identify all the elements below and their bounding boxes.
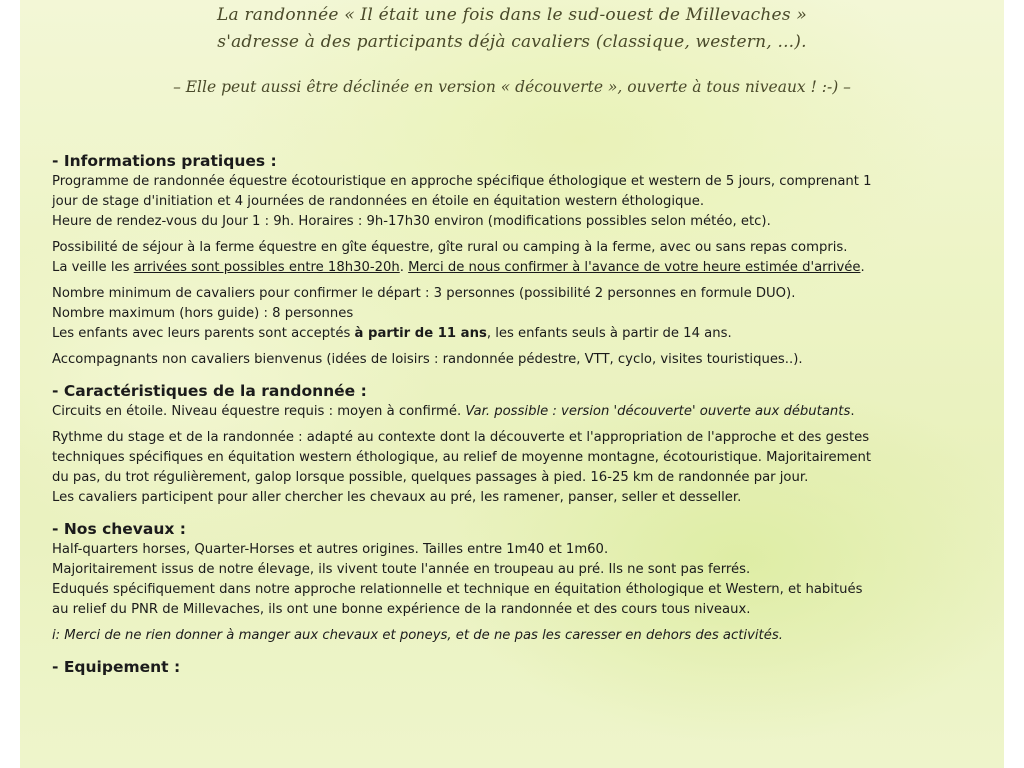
intro-block xyxy=(20,2,1004,99)
infos-p4-end: . xyxy=(860,260,865,275)
carac-paragraph-2c: du pas, du trot régulièrement, galop lorsque possible, quelques passages à pied. 16-25 km de randonnée par jour. xyxy=(52,470,809,485)
section-title-infos: - Informations pratiques : xyxy=(52,152,277,170)
section-title-caracteristiques: - Caractéristiques de la randonnée : xyxy=(52,382,367,400)
carac-paragraph-1 xyxy=(52,402,974,422)
carac-paragraph-3: Les cavaliers participent pour aller chercher les chevaux au pré, les ramener, panser, seller et desseller. xyxy=(52,490,742,505)
document-body xyxy=(52,150,974,678)
infos-paragraph-1a: Programme de randonnée équestre écotouristique en approche spécifique éthologique et western de 5 jours, comprenant 1 xyxy=(52,174,872,189)
section-title-equipement: - Equipement : xyxy=(52,658,181,676)
infos-paragraph-6: Nombre maximum (hors guide) : 8 personnes xyxy=(52,306,354,321)
infos-paragraph-4 xyxy=(52,258,974,278)
infos-p7-post: , les enfants seuls à partir de 14 ans. xyxy=(486,326,732,341)
infos-p7-age: à partir de 11 ans xyxy=(354,326,487,341)
carac-paragraph-2a: Rythme du stage et de la randonnée : adapté au contexte dont la découverte et l'appropriation de l'approche et des gestes xyxy=(52,430,870,445)
carac-paragraph-2b: techniques spécifiques en équitation western éthologique, au relief de moyenne montagne, écotouristique. Majoritairement xyxy=(52,450,872,465)
chevaux-paragraph-3a: Eduqués spécifiquement dans notre approche relationnelle et technique en équitation éthologique et Western, et habitués xyxy=(52,582,863,597)
page-margin-left xyxy=(0,0,20,768)
infos-paragraph-3: Possibilité de séjour à la ferme équestre en gîte équestre, gîte rural ou camping à la ferme, avec ou sans repas compris. xyxy=(52,240,848,255)
carac-p1-variant: Var. possible : version 'découverte' ouverte aux débutants xyxy=(465,404,851,419)
page-margin-right xyxy=(1004,0,1024,768)
infos-paragraph-7 xyxy=(52,324,974,344)
intro-line-2: s'adresse à des participants déjà cavaliers (classique, western, ...). xyxy=(217,32,807,52)
infos-paragraph-2: Heure de rendez-vous du Jour 1 : 9h. Horaires : 9h-17h30 environ (modifications possibles selon météo, etc). xyxy=(52,214,771,229)
chevaux-note: i: Merci de ne rien donner à manger aux chevaux et poneys, et de ne pas les caresser en dehors des activités. xyxy=(52,628,783,643)
infos-p4-arrival-hours: arrivées sont possibles entre 18h30-20h xyxy=(133,260,400,275)
infos-paragraph-5: Nombre minimum de cavaliers pour confirmer le départ : 3 personnes (possibilité 2 personnes en formule DUO). xyxy=(52,286,796,301)
intro-line-3: – Elle peut aussi être déclinée en version « découverte », ouverte à tous niveaux ! :-) – xyxy=(173,78,851,96)
chevaux-paragraph-1: Half-quarters horses, Quarter-Horses et autres origines. Tailles entre 1m40 et 1m60. xyxy=(52,542,609,557)
document-page xyxy=(20,0,1004,768)
section-title-chevaux: - Nos chevaux : xyxy=(52,520,186,538)
infos-paragraph-1b: jour de stage d'initiation et 4 journées de randonnées en étoile en équitation western éthologique. xyxy=(52,194,705,209)
carac-p1-end: . xyxy=(850,404,855,419)
chevaux-paragraph-3b: au relief du PNR de Millevaches, ils ont une bonne expérience de la randonnée et des cours tous niveaux. xyxy=(52,602,751,617)
infos-p4-mid: . xyxy=(399,260,409,275)
carac-p1-pre: Circuits en étoile. Niveau équestre requis : moyen à confirmé. xyxy=(52,404,466,419)
intro-line-1: La randonnée « Il était une fois dans le sud-ouest de Millevaches » xyxy=(217,5,807,25)
infos-p4-confirm-arrival: Merci de nous confirmer à l'avance de votre heure estimée d'arrivée xyxy=(408,260,861,275)
infos-p7-pre: Les enfants avec leurs parents sont acceptés xyxy=(52,326,355,341)
infos-p4-pre: La veille les xyxy=(52,260,134,275)
infos-paragraph-8: Accompagnants non cavaliers bienvenus (idées de loisirs : randonnée pédestre, VTT, cyclo, visites touristiques..). xyxy=(52,352,803,367)
chevaux-paragraph-2: Majoritairement issus de notre élevage, ils vivent toute l'année en troupeau au pré. Ils ne sont pas ferrés. xyxy=(52,562,751,577)
